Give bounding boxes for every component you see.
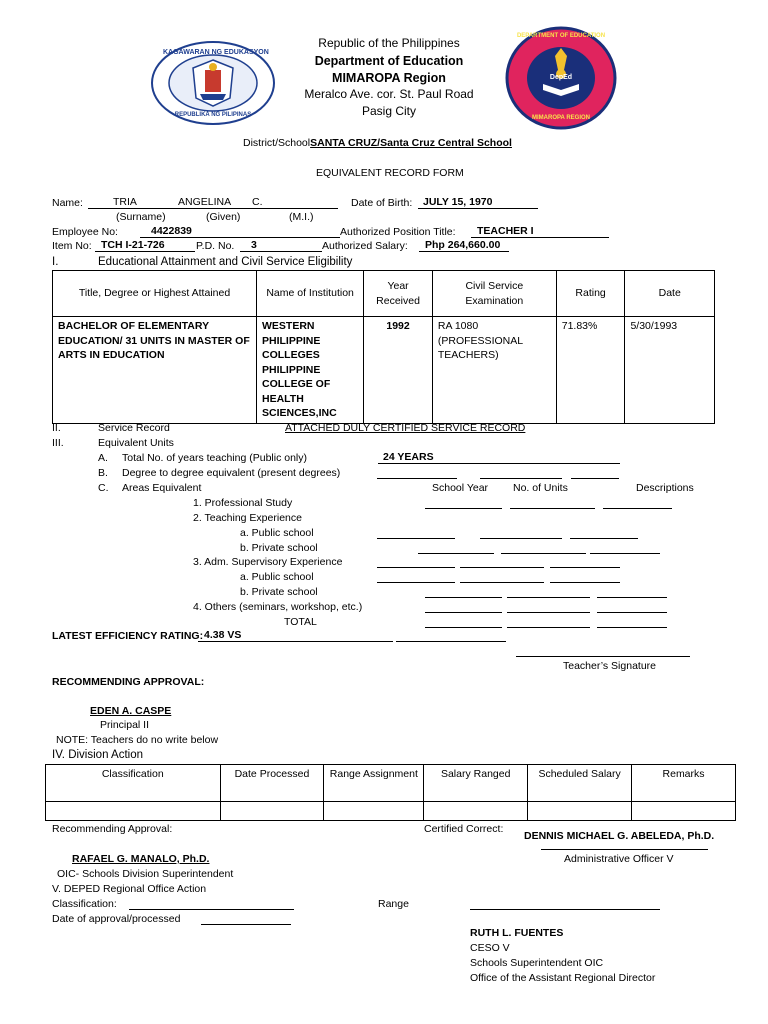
salary-label: Authorized Salary: xyxy=(322,240,408,252)
division-empty-row xyxy=(46,802,736,821)
item-a-label: Total No. of years teaching (Public only) xyxy=(122,452,308,464)
item-a-value: 24 YEARS xyxy=(383,451,434,463)
employee-value: 4422839 xyxy=(151,225,192,237)
rd-name: RUTH L. FUENTES xyxy=(470,927,564,939)
area-teaching-experience: 2. Teaching Experience xyxy=(193,512,302,524)
item-value: TCH I-21-726 xyxy=(101,239,165,251)
col-exam: Civil Service Examination xyxy=(432,271,556,317)
col-rating: Rating xyxy=(556,271,625,317)
dob-label: Date of Birth: xyxy=(351,197,413,209)
teacher-signature-label: Teacher’s Signature xyxy=(563,660,657,672)
pd-value: 3 xyxy=(251,239,257,251)
efficiency-value: 4.38 VS xyxy=(204,629,242,641)
sds-title: OIC- Schools Division Superintendent xyxy=(57,868,234,880)
education-data-row xyxy=(53,317,715,424)
col-descriptions: Descriptions xyxy=(636,482,694,494)
certifier-name: DENNIS MICHAEL G. ABELEDA, Ph.D. xyxy=(524,830,715,842)
section1-number: I. xyxy=(52,256,59,268)
name-label: Name: xyxy=(52,197,83,209)
header-republic: Republic of the Philippines xyxy=(318,36,460,50)
section3-title: Equivalent Units xyxy=(98,437,174,449)
sds-name: RAFAEL G. MANALO, Ph.D. xyxy=(72,853,210,865)
col-classification: Classification xyxy=(46,765,221,802)
header-city: Pasig City xyxy=(361,104,417,118)
col-title: Title, Degree or Highest Attained xyxy=(53,271,257,317)
col-scheduled-salary: Scheduled Salary xyxy=(528,765,632,802)
approval-date-label: Date of approval/processed xyxy=(52,913,181,925)
district-label: District/School xyxy=(243,137,311,149)
certified-correct-label: Certified Correct: xyxy=(424,823,504,835)
district-school xyxy=(243,137,512,150)
col-date: Date xyxy=(625,271,715,317)
col-salary-ranged: Salary Ranged xyxy=(424,765,528,802)
area-supervisory-private: b. Private school xyxy=(240,586,318,598)
note-text: NOTE: Teachers do no write below xyxy=(56,734,219,746)
item-c-label: Areas Equivalent xyxy=(122,482,202,494)
efficiency-label: LATEST EFFICIENCY RATING: xyxy=(52,630,204,642)
rd-line1: CESO V xyxy=(470,942,510,954)
surname-value: TRIA xyxy=(113,196,137,208)
area-professional-study: 1. Professional Study xyxy=(193,497,293,509)
position-value: TEACHER I xyxy=(477,225,534,237)
date-cell: 5/30/1993 xyxy=(625,317,715,424)
header-address: Meralco Ave. cor. St. Paul Road xyxy=(304,87,474,101)
col-year: Year Received xyxy=(364,271,433,317)
section1-title: Educational Attainment and Civil Service Eligibility xyxy=(98,256,353,268)
item-label: Item No: xyxy=(52,240,92,252)
education-table xyxy=(52,270,715,424)
col-institution: Name of Institution xyxy=(257,271,364,317)
given-value: ANGELINA xyxy=(178,196,232,208)
right-seal-center-text: DepEd xyxy=(549,74,573,81)
item-b-label: Degree to degree equivalent (present degrees) xyxy=(122,467,341,479)
range-label: Range xyxy=(378,898,409,910)
col-units: No. of Units xyxy=(513,482,568,494)
institution-cell: WESTERN PHILIPPINE COLLEGES PHILIPPINE COLLEGE OF HEALTH SCIENCES,INC xyxy=(257,317,364,424)
area-others: 4. Others (seminars, workshop, etc.) xyxy=(193,601,363,613)
pd-label: P.D. No. xyxy=(196,240,235,252)
rd-line3: Office of the Assistant Regional Director xyxy=(470,972,656,984)
district-value: SANTA CRUZ/Santa Cruz Central School xyxy=(310,137,512,149)
item-b-letter: B. xyxy=(98,467,108,479)
col-date-processed: Date Processed xyxy=(220,765,324,802)
regional-action-title: V. DEPED Regional Office Action xyxy=(52,883,207,895)
principal-name: EDEN A. CASPE xyxy=(90,705,172,717)
division-action-table xyxy=(45,764,736,821)
section3-number: III. xyxy=(52,437,64,449)
mi-value: C. xyxy=(252,196,263,208)
area-teaching-public: a. Public school xyxy=(240,527,314,539)
section2-number: II. xyxy=(52,422,61,434)
year-cell: 1992 xyxy=(364,317,433,424)
area-supervisory-experience: 3. Adm. Supervisory Experience xyxy=(193,556,343,568)
surname-caption: (Surname) xyxy=(116,211,166,223)
area-supervisory-public: a. Public school xyxy=(240,571,314,583)
left-seal-bottom-text: REPUBLIKA NG PILIPINAS xyxy=(174,112,252,118)
education-header-row xyxy=(53,271,715,317)
area-teaching-private: b. Private school xyxy=(240,542,318,554)
certifier-title: Administrative Officer V xyxy=(564,853,674,865)
division-header-row xyxy=(46,765,736,802)
area-total: TOTAL xyxy=(284,616,317,628)
mi-caption: (M.I.) xyxy=(289,211,314,223)
rating-cell: 71.83% xyxy=(556,317,625,424)
rd-line2: Schools Superintendent OIC xyxy=(470,957,604,969)
employee-label: Employee No: xyxy=(52,226,118,238)
classification-label: Classification: xyxy=(52,898,117,910)
item-a-letter: A. xyxy=(98,452,108,464)
left-seal-top-text: KAGAWARAN NG EDUKASYON xyxy=(163,49,269,56)
recommending-approval-heading: RECOMMENDING APPROVAL: xyxy=(52,676,205,688)
header-department: Department of Education xyxy=(314,54,464,68)
exam-cell: RA 1080 (PROFESSIONAL TEACHERS) xyxy=(432,317,556,424)
dob-value: JULY 15, 1970 xyxy=(423,196,493,208)
item-c-letter: C. xyxy=(98,482,109,494)
degree-cell: BACHELOR OF ELEMENTARY EDUCATION/ 31 UNITS IN MASTER OF ARTS IN EDUCATION xyxy=(53,317,257,424)
position-label: Authorized Position Title: xyxy=(340,226,456,238)
bottom-recommending-label: Recommending Approval: xyxy=(52,823,173,835)
section2-title: Service Record xyxy=(98,422,170,434)
col-school-year: School Year xyxy=(432,482,489,494)
right-seal-bottom-text: MIMAROPA REGION xyxy=(532,115,590,121)
section4-title: IV. Division Action xyxy=(52,749,143,761)
form-title: EQUIVALENT RECORD FORM xyxy=(316,167,464,179)
section2-value: ATTACHED DULY CERTIFIED SERVICE RECORD xyxy=(285,422,526,434)
col-remarks: Remarks xyxy=(632,765,736,802)
header-region: MIMAROPA Region xyxy=(332,71,446,85)
given-caption: (Given) xyxy=(206,211,241,223)
principal-title: Principal II xyxy=(100,719,150,731)
col-range-assignment: Range Assignment xyxy=(324,765,424,802)
salary-value: Php 264,660.00 xyxy=(425,239,501,251)
right-seal-top-text: DEPARTMENT OF EDUCATION xyxy=(516,33,606,39)
